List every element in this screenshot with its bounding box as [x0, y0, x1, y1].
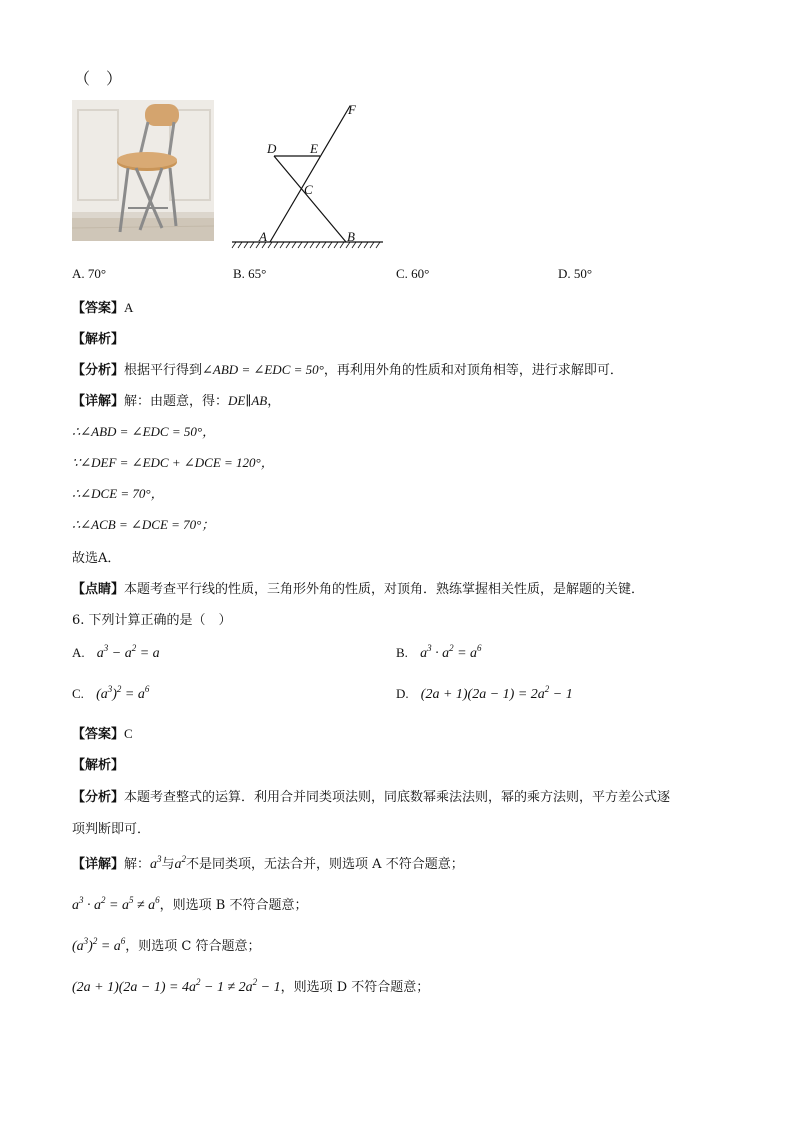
q6-line4-post: ，则选项 D 不符合题意；	[280, 980, 430, 995]
q6-xiangjie-pre: 解：	[124, 857, 151, 872]
q6-answer-tag: 【答案】	[72, 727, 125, 742]
label-D: D	[267, 141, 277, 156]
q6-fenxi-line2: 项判断即可．	[72, 822, 151, 837]
q6-term-a3: $a^3$	[150, 854, 162, 872]
q6-question: 6. 下列计算正确的是（ ）	[72, 613, 232, 628]
question-paren: （ ）	[74, 69, 123, 88]
label-B: B	[347, 229, 355, 244]
q6-term-a2: $a^2$	[174, 854, 187, 872]
q6-expr-4: $(2a + 1)(2a - 1) = 4a^2 - 1 \ne 2a^2 - 1$	[72, 977, 281, 995]
chair-photo	[72, 100, 214, 241]
fenxi-pre: 根据平行得到	[124, 363, 203, 378]
q6-option-b-label: B.	[396, 645, 408, 660]
q6-option-b-expr: $a^3 \cdot a^2 = a^6$	[420, 643, 482, 661]
fenxi-post: ，再利用外角的性质和对顶角相等，进行求解即可．	[323, 363, 623, 378]
q6-option-d[interactable]	[396, 686, 573, 703]
label-F: F	[348, 102, 356, 117]
q6-xiangjie-line4	[72, 976, 429, 996]
xiangjie-tag: 【详解】	[72, 394, 125, 409]
step-1: ∴∠ABD = ∠EDC = 50°，	[72, 424, 216, 439]
q6-xiangjie-line3	[72, 935, 261, 955]
q6-xiangjie-line2	[72, 894, 307, 914]
dianjing-line	[72, 578, 644, 597]
geometry-figure	[228, 98, 388, 250]
option-d[interactable]: D. 50°	[558, 266, 593, 281]
fenxi-formula: ∠ABD = ∠EDC = 50°	[202, 362, 324, 377]
step-2: ∵∠DEF = ∠EDC + ∠DCE = 120°，	[72, 455, 274, 470]
q6-fenxi-tag: 【分析】	[72, 790, 125, 805]
q6-fenxi-line1	[72, 786, 670, 805]
q6-option-d-label: D.	[396, 686, 409, 701]
q6-line2-post: ，则选项 B 不符合题意；	[159, 898, 308, 913]
q6-option-a[interactable]	[72, 645, 160, 662]
answer-value: A	[124, 300, 134, 315]
q6-line3-post: ，则选项 C 符合题意；	[125, 939, 261, 954]
conclusion: 故选A．	[72, 551, 121, 566]
option-b[interactable]: B. 65°	[233, 266, 267, 281]
step-4: ∴∠ACB = ∠DCE = 70°；	[72, 517, 215, 532]
q6-xiangjie-tag: 【详解】	[72, 857, 125, 872]
option-c[interactable]: C. 60°	[396, 266, 430, 281]
fenxi-line	[72, 359, 623, 378]
q6-analysis-heading: 【解析】	[72, 758, 125, 773]
answer-tag: 【答案】	[72, 301, 125, 316]
dianjing-text: 本题考查平行线的性质，三角形外角的性质，对顶角．熟练掌握相关性质，是解题的关键．	[124, 582, 645, 597]
label-E: E	[310, 141, 318, 156]
q6-option-c-expr: $(a^3)^2 = a^6$	[96, 684, 150, 702]
q6-option-d-expr: $(2a + 1)(2a - 1) = 2a^2 - 1$	[420, 684, 573, 702]
answer-line	[72, 297, 133, 316]
q6-xiangjie-line1	[72, 853, 464, 873]
option-a[interactable]: A. 70°	[72, 266, 107, 281]
fenxi-tag: 【分析】	[72, 363, 125, 378]
label-C: C	[304, 182, 313, 197]
q6-option-c[interactable]	[72, 686, 149, 703]
q6-fenxi-text1: 本题考查整式的运算．利用合并同类项法则，同底数幂乘法法则，幂的乘方法则，平方差公式逐	[124, 790, 671, 805]
q6-option-c-label: C.	[72, 686, 84, 701]
q6-line1-mid: 与	[161, 857, 175, 872]
q6-expr-2: $a^3 \cdot a^2 = a^5 \ne a^6$	[72, 895, 160, 913]
q6-line1-post: 不是同类项，无法合并，则选项 A 不符合题意；	[186, 857, 464, 872]
q6-option-b[interactable]	[396, 645, 482, 662]
dianjing-tag: 【点睛】	[72, 582, 125, 597]
q6-answer-value: C	[124, 726, 133, 741]
label-A: A	[259, 229, 267, 244]
q6-answer-line	[72, 723, 133, 742]
xiangjie-end: ，	[267, 394, 281, 409]
xiangjie-text: 解：由题意，得：	[124, 394, 229, 409]
xiangjie-line	[72, 390, 280, 409]
analysis-heading: 【解析】	[72, 332, 125, 347]
step-3: ∴∠DCE = 70°，	[72, 486, 164, 501]
xiangjie-formula: DE∥AB	[228, 393, 268, 408]
q6-option-a-expr: $a^3 - a^2 = a$	[96, 643, 160, 661]
q6-option-a-label: A.	[72, 645, 85, 660]
q6-expr-3: $(a^3)^2 = a^6$	[72, 936, 126, 954]
